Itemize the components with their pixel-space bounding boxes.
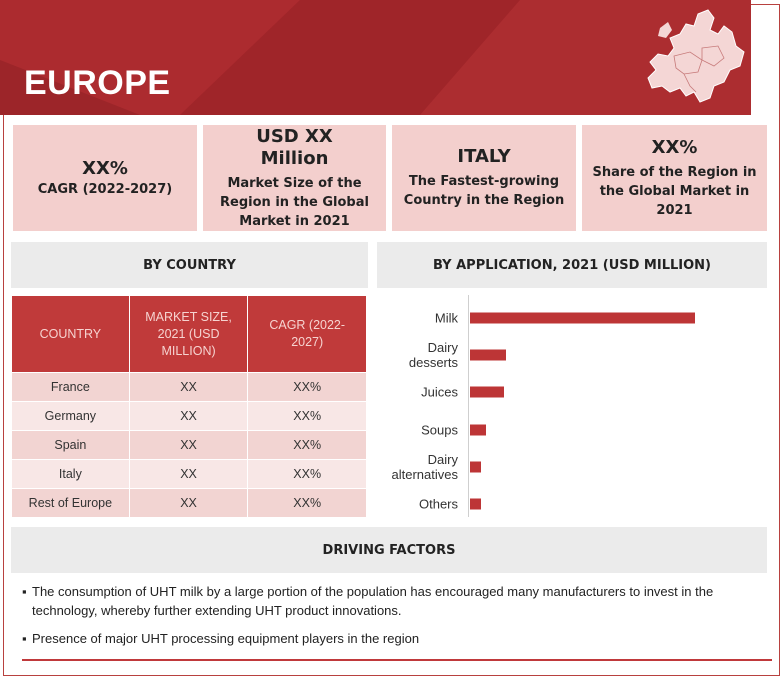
chart-axis-line: [468, 295, 469, 517]
cagr-cell: XX%: [248, 373, 367, 402]
header-banner: [0, 0, 751, 115]
bullet-icon: ▪: [22, 631, 27, 646]
stat-cagr: [13, 125, 197, 231]
category-label: Juices: [421, 384, 458, 400]
column-header-country: COUNTRY: [12, 296, 130, 373]
category-label: Dairy desserts: [408, 340, 458, 371]
category-label: Soups: [421, 422, 458, 438]
stat-value: XX%: [651, 136, 698, 158]
table-row: [12, 402, 367, 431]
driving-factor-text: Presence of major UHT processing equipment players in the region: [32, 631, 420, 646]
bar: [470, 424, 486, 435]
category-label: Milk: [434, 310, 458, 326]
market-size-cell: XX: [129, 431, 248, 460]
stat-market-size: [203, 125, 386, 231]
column-header-market-size: MARKET SIZE, 2021 (USD MILLION): [129, 296, 248, 373]
europe-map-icon: [640, 8, 746, 108]
market-size-cell: XX: [129, 460, 248, 489]
bar: [470, 350, 506, 361]
country-cell: Spain: [12, 431, 130, 460]
market-size-cell: XX: [129, 489, 248, 518]
bar: [470, 461, 481, 472]
list-item: [22, 629, 762, 648]
table-row: [12, 431, 367, 460]
driving-factors-heading: DRIVING FACTORS: [11, 527, 767, 573]
by-country-heading: BY COUNTRY: [11, 242, 368, 288]
stat-value: USD XX Million: [256, 125, 333, 169]
category-label: Dairy alternatives: [391, 451, 458, 482]
country-cell: Rest of Europe: [12, 489, 130, 518]
cagr-cell: XX%: [248, 460, 367, 489]
application-bar-chart: [376, 295, 776, 517]
market-size-cell: XX: [129, 402, 248, 431]
stat-region-share: [582, 125, 767, 231]
cagr-cell: XX%: [248, 489, 367, 518]
country-table: [11, 295, 367, 518]
stat-value: ITALY: [457, 146, 511, 167]
region-title: EUROPE: [24, 64, 171, 102]
by-application-heading: BY APPLICATION, 2021 (USD MILLION): [377, 242, 767, 288]
stat-label: Market Size of the Region in the Global Market in 2021: [220, 175, 369, 229]
bullet-icon: ▪: [22, 584, 27, 599]
table-header-row: [12, 296, 367, 373]
list-item: [22, 582, 762, 620]
bar: [470, 499, 481, 510]
bar: [470, 387, 504, 398]
category-label: Others: [418, 496, 458, 512]
driving-factors-list: [22, 582, 762, 657]
cagr-cell: XX%: [248, 402, 367, 431]
table-row: [12, 460, 367, 489]
market-size-cell: XX: [129, 373, 248, 402]
driving-factor-text: The consumption of UHT milk by a large portion of the population has encouraged many manufacturers to invest in the technology, whereby further extending UHT product innovations.: [32, 584, 714, 618]
country-cell: Germany: [12, 402, 130, 431]
country-cell: Italy: [12, 460, 130, 489]
bar: [470, 313, 695, 324]
cagr-cell: XX%: [248, 431, 367, 460]
table-row: [12, 373, 367, 402]
column-header-cagr: CAGR (2022-2027): [248, 296, 367, 373]
table-row: [12, 489, 367, 518]
stat-label: CAGR (2022-2027): [37, 181, 173, 197]
stat-value: XX%: [82, 157, 128, 179]
stat-fastest-country: [392, 125, 576, 231]
stat-label: The Fastest-growing Country in the Region: [403, 174, 565, 208]
stat-label: Share of the Region in the Global Market in 2021: [592, 164, 757, 218]
country-cell: France: [12, 373, 130, 402]
bottom-divider: [22, 659, 772, 661]
